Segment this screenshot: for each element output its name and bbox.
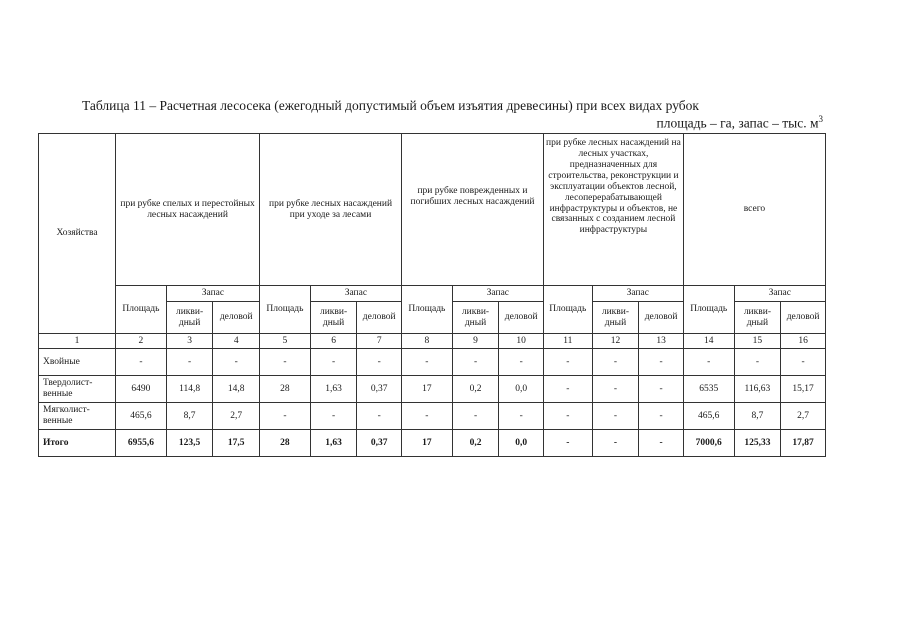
table-cell: 8,7: [166, 403, 213, 430]
table-cell: 0,37: [357, 430, 402, 457]
table-cell: -: [639, 430, 684, 457]
header-group-damaged: при рубке поврежденных и погибших лесных насаждений: [402, 134, 544, 286]
table-cell: -: [592, 349, 639, 376]
table-cell: 17,87: [781, 430, 826, 457]
header-business: деловой: [357, 302, 402, 334]
column-number: 16: [781, 334, 826, 349]
header-area: Площадь: [543, 286, 592, 334]
table-cell: 0,2: [452, 430, 499, 457]
table-row: [39, 349, 826, 376]
table-cell: 15,17: [781, 376, 826, 403]
table-cell: -: [499, 403, 544, 430]
header-stock: Запас: [166, 286, 259, 302]
table-cell: -: [734, 349, 781, 376]
table-cell: -: [639, 403, 684, 430]
table-cell: -: [452, 403, 499, 430]
table-row: [39, 376, 826, 403]
table-cell: -: [166, 349, 213, 376]
header-area: Площадь: [116, 286, 167, 334]
table-caption: Таблица 11 – Расчетная лесосека (ежегодный допустимый объем изъятия древесины) при всех видах рубок: [82, 98, 699, 113]
header-area: Площадь: [402, 286, 453, 334]
column-number: 7: [357, 334, 402, 349]
table-cell: -: [310, 403, 357, 430]
table-cell: -: [260, 349, 311, 376]
table-row: [39, 403, 826, 430]
table-cell: -: [357, 349, 402, 376]
table-cell: 0,0: [499, 376, 544, 403]
table-cell: 17: [402, 376, 453, 403]
header-business: деловой: [781, 302, 826, 334]
table-cell: -: [543, 430, 592, 457]
total-row: [39, 430, 826, 457]
table-cell: -: [213, 349, 260, 376]
header-business: деловой: [213, 302, 260, 334]
column-number: 13: [639, 334, 684, 349]
table-cell: 125,33: [734, 430, 781, 457]
table-cell: 1,63: [310, 376, 357, 403]
column-number: 2: [116, 334, 167, 349]
table-cell: -: [452, 349, 499, 376]
table-cell: 6535: [683, 376, 734, 403]
table-cell: 28: [260, 376, 311, 403]
table-cell: 116,63: [734, 376, 781, 403]
column-number: 12: [592, 334, 639, 349]
units-superscript: 3: [818, 114, 823, 124]
header-group-mature: при рубке спелых и перестойных лесных насаждений: [116, 134, 260, 286]
row-label: Хвойные: [39, 349, 116, 376]
table-cell: 114,8: [166, 376, 213, 403]
table-cell: -: [402, 349, 453, 376]
header-stock: Запас: [734, 286, 825, 302]
row-label: Мягколист-венные: [39, 403, 116, 430]
header-group-infrastructure: при рубке лесных насаждений на лесных участках, предназначенных для строительства, реконструкции и эксплуатации объектов лесной, лесоперерабатывающей инфраструктуры и объектов, не связанных с созданием лесной инфраструктуры: [543, 134, 683, 286]
column-number: 9: [452, 334, 499, 349]
column-number: 8: [402, 334, 453, 349]
row-label: Твердолист-венные: [39, 376, 116, 403]
header-liquid: ликви-дный: [734, 302, 781, 334]
table-cell: -: [592, 430, 639, 457]
table-cell: 1,63: [310, 430, 357, 457]
table-cell: 465,6: [683, 403, 734, 430]
table-cell: -: [402, 403, 453, 430]
column-number: 3: [166, 334, 213, 349]
table-cell: 8,7: [734, 403, 781, 430]
column-number: 1: [39, 334, 116, 349]
table-cell: -: [683, 349, 734, 376]
column-number: 5: [260, 334, 311, 349]
table-cell: -: [310, 349, 357, 376]
table-cell: -: [499, 349, 544, 376]
lesoseka-table: [38, 133, 826, 457]
table-cell: -: [592, 403, 639, 430]
table-cell: 123,5: [166, 430, 213, 457]
table-cell: 465,6: [116, 403, 167, 430]
header-group-total: всего: [683, 134, 825, 286]
header-stock: Запас: [452, 286, 543, 302]
table-cell: 28: [260, 430, 311, 457]
header-business: деловой: [639, 302, 684, 334]
table-cell: -: [592, 376, 639, 403]
header-stock: Запас: [592, 286, 683, 302]
header-area: Площадь: [683, 286, 734, 334]
table-cell: -: [543, 349, 592, 376]
table-cell: 6955,6: [116, 430, 167, 457]
table-cell: 17,5: [213, 430, 260, 457]
header-stock: Запас: [310, 286, 401, 302]
column-number: 15: [734, 334, 781, 349]
header-area: Площадь: [260, 286, 311, 334]
units-note: [656, 114, 823, 132]
table-cell: 0,37: [357, 376, 402, 403]
table-cell: 2,7: [781, 403, 826, 430]
header-farm: Хозяйства: [39, 134, 116, 334]
table-cell: 6490: [116, 376, 167, 403]
column-number: 10: [499, 334, 544, 349]
header-liquid: ликви-дный: [452, 302, 499, 334]
row-label: Итого: [39, 430, 116, 457]
column-number: 14: [683, 334, 734, 349]
header-liquid: ликви-дный: [310, 302, 357, 334]
header-liquid: ликви-дный: [166, 302, 213, 334]
table-cell: -: [543, 376, 592, 403]
header-liquid: ликви-дный: [592, 302, 639, 334]
column-number-row: [39, 334, 826, 349]
table-cell: -: [543, 403, 592, 430]
header-group-care: при рубке лесных насаждений при уходе за лесами: [260, 134, 402, 286]
column-number: 6: [310, 334, 357, 349]
table-cell: 0,0: [499, 430, 544, 457]
table-cell: 0,2: [452, 376, 499, 403]
header-business: деловой: [499, 302, 544, 334]
column-number: 11: [543, 334, 592, 349]
table-cell: 7000,6: [683, 430, 734, 457]
table-cell: -: [260, 403, 311, 430]
table-cell: 2,7: [213, 403, 260, 430]
table-cell: 14,8: [213, 376, 260, 403]
table-cell: -: [639, 376, 684, 403]
table-cell: 17: [402, 430, 453, 457]
table-cell: -: [116, 349, 167, 376]
column-number: 4: [213, 334, 260, 349]
table-cell: -: [639, 349, 684, 376]
table-cell: -: [357, 403, 402, 430]
table-cell: -: [781, 349, 826, 376]
units-text: площадь – га, запас – тыс. м: [656, 115, 819, 131]
